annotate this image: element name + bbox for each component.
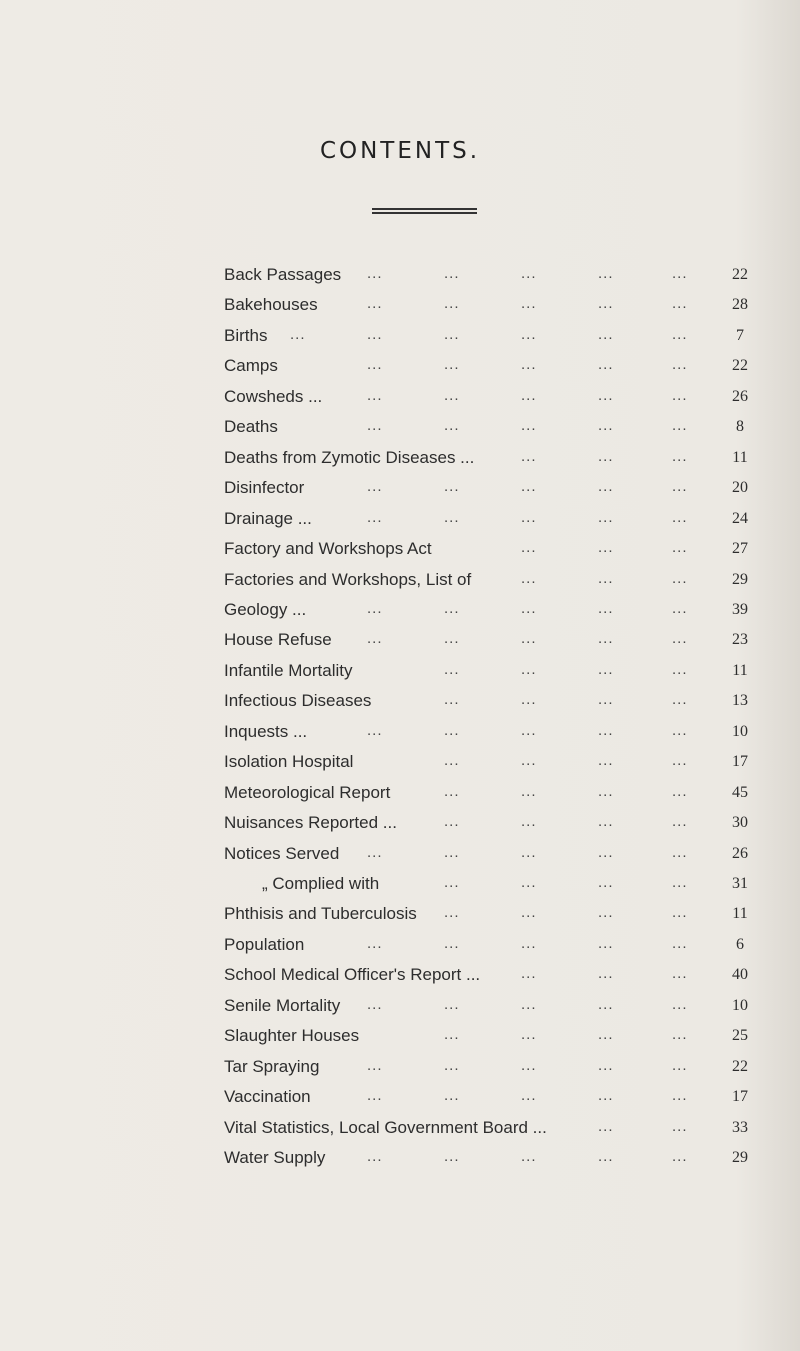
dot-leader: ... — [598, 934, 614, 952]
dot-leader: ... — [598, 1148, 614, 1166]
toc-entry — [0, 386, 800, 416]
toc-entry — [0, 1086, 800, 1116]
dot-leader: ... — [598, 356, 614, 374]
dot-leader: ... — [521, 965, 537, 983]
toc-entry-page-number: 40 — [732, 966, 748, 984]
dot-leader: ... — [521, 1148, 537, 1166]
toc-entry-page-number: 11 — [732, 661, 748, 679]
toc-entry-label: School Medical Officer's Report ... — [224, 965, 481, 985]
dot-leader: ... — [521, 934, 537, 952]
dot-leader: ... — [521, 569, 537, 587]
dot-leader: ... — [444, 265, 460, 282]
dot-leader: ... — [598, 1087, 614, 1105]
toc-entry — [0, 873, 800, 903]
dot-leader: ... — [367, 599, 383, 617]
toc-entry-label: Factories and Workshops, List of — [224, 569, 472, 589]
dot-leader: ... — [521, 691, 537, 709]
dot-leader: ... — [444, 813, 460, 831]
dot-leader: ... — [367, 265, 383, 282]
dot-leader: ... — [598, 539, 614, 557]
dot-leader: ... — [521, 904, 537, 922]
dot-leader: ... — [598, 965, 614, 983]
dot-leader: ... — [672, 265, 688, 282]
toc-entry — [0, 569, 800, 599]
dot-leader: ... — [521, 325, 537, 343]
toc-entry-page-number: 30 — [732, 814, 748, 832]
toc-entry-label: Drainage ... — [224, 508, 312, 528]
toc-entry-page-number: 6 — [736, 935, 744, 953]
toc-entry-page-number: 24 — [732, 509, 748, 527]
dot-leader: ... — [598, 630, 614, 648]
toc-entry-label: Phthisis and Tuberculosis — [224, 904, 417, 924]
dot-leader: ... — [598, 325, 614, 343]
toc-entry-page-number: 7 — [736, 326, 744, 344]
toc-entry-label: Nuisances Reported ... — [224, 813, 397, 833]
toc-entry-label: Infantile Mortality — [224, 660, 353, 680]
toc-entry — [0, 964, 800, 994]
toc-entry — [0, 599, 800, 629]
dot-leader: ... — [521, 447, 537, 465]
dot-leader: ... — [672, 386, 688, 404]
toc-entry-label: Deaths — [224, 417, 278, 437]
toc-entry-page-number: 29 — [732, 1149, 748, 1167]
toc-entry-label: Population — [224, 934, 305, 954]
toc-entry — [0, 1117, 800, 1147]
dot-leader: ... — [444, 325, 460, 343]
toc-entry — [0, 843, 800, 873]
toc-entry-page-number: 33 — [732, 1118, 748, 1136]
dot-leader: ... — [672, 721, 688, 739]
dot-leader: ... — [521, 843, 537, 861]
dot-leader: ... — [672, 1087, 688, 1105]
dot-leader: ... — [672, 1056, 688, 1074]
toc-entry-page-number: 27 — [732, 540, 748, 558]
dot-leader: ... — [444, 1056, 460, 1074]
dot-leader: ... — [367, 356, 383, 374]
dot-leader: ... — [598, 1117, 614, 1135]
toc-entry-page-number: 13 — [732, 692, 748, 710]
dot-leader: ... — [444, 508, 460, 526]
dot-leader: ... — [598, 1056, 614, 1074]
dot-leader: ... — [672, 356, 688, 374]
toc-entry-label: Meteorological Report — [224, 782, 391, 802]
dot-leader: ... — [672, 417, 688, 435]
dot-leader: ... — [672, 1026, 688, 1044]
toc-entry-page-number: 11 — [732, 448, 748, 466]
toc-entry-label: Bakehouses — [224, 295, 318, 315]
dot-leader: ... — [598, 265, 614, 282]
toc-entry — [0, 508, 800, 538]
toc-entry-label: Vaccination — [224, 1087, 311, 1107]
dot-leader: ... — [444, 934, 460, 952]
dot-leader: ... — [598, 1026, 614, 1044]
toc-entry-label: Camps — [224, 356, 278, 376]
dot-leader: ... — [672, 508, 688, 526]
toc-entry — [0, 690, 800, 720]
dot-leader: ... — [444, 478, 460, 496]
toc-entry-page-number: 20 — [732, 479, 748, 497]
toc-entry-label: Tar Spraying — [224, 1056, 320, 1076]
dot-leader: ... — [598, 752, 614, 770]
dot-leader: ... — [598, 386, 614, 404]
dot-leader: ... — [672, 569, 688, 587]
toc-entry-label: Factory and Workshops Act — [224, 539, 432, 559]
dot-leader: ... — [521, 417, 537, 435]
dot-leader: ... — [444, 1087, 460, 1105]
toc-entry-page-number: 17 — [732, 753, 748, 771]
dot-leader: ... — [367, 1056, 383, 1074]
dot-leader: ... — [444, 1148, 460, 1166]
toc-entry-page-number: 22 — [732, 266, 748, 283]
toc-entry-page-number: 29 — [732, 570, 748, 588]
dot-leader: ... — [598, 508, 614, 526]
dot-leader: ... — [444, 1026, 460, 1044]
dot-leader: ... — [598, 660, 614, 678]
dot-leader: ... — [444, 660, 460, 678]
dot-leader: ... — [367, 934, 383, 952]
dot-leader: ... — [598, 295, 614, 313]
dot-leader: ... — [521, 630, 537, 648]
toc-entry — [0, 294, 800, 324]
toc-entry-page-number: 26 — [732, 387, 748, 405]
dot-leader: ... — [521, 752, 537, 770]
dot-leader: ... — [672, 782, 688, 800]
dot-leader: ... — [598, 691, 614, 709]
toc-entry-label: „ Complied with — [262, 874, 380, 893]
toc-entry — [0, 1056, 800, 1086]
toc-entry — [0, 538, 800, 568]
dot-leader: ... — [444, 782, 460, 800]
dot-leader: ... — [598, 904, 614, 922]
dot-leader: ... — [521, 478, 537, 496]
dot-leader: ... — [367, 721, 383, 739]
toc-entry-label: Isolation Hospital — [224, 752, 354, 772]
dot-leader: ... — [367, 1148, 383, 1166]
toc-entry — [0, 721, 800, 751]
dot-leader: ... — [598, 478, 614, 496]
toc-entry-label: Slaughter Houses — [224, 1026, 360, 1046]
dot-leader: ... — [598, 417, 614, 435]
dot-leader: ... — [444, 295, 460, 313]
dot-leader: ... — [672, 478, 688, 496]
toc-entry-page-number: 22 — [732, 357, 748, 375]
dot-leader: ... — [521, 599, 537, 617]
dot-leader: ... — [367, 478, 383, 496]
toc-entry-page-number: 45 — [732, 783, 748, 801]
dot-leader: ... — [521, 1056, 537, 1074]
dot-leader: ... — [598, 874, 614, 891]
toc-entry — [0, 1147, 800, 1177]
dot-leader: ... — [367, 295, 383, 313]
dot-leader: ... — [521, 356, 537, 374]
dot-leader: ... — [521, 660, 537, 678]
toc-entry-label: Infectious Diseases — [224, 691, 372, 711]
toc-entry-label: Disinfector — [224, 478, 305, 498]
dot-leader: ... — [367, 843, 383, 861]
toc-entry — [0, 264, 800, 294]
toc-entry-label: Geology ... — [224, 599, 307, 619]
toc-entry — [0, 355, 800, 385]
dot-leader: ... — [444, 721, 460, 739]
dot-leader: ... — [444, 630, 460, 648]
dot-leader: ... — [672, 691, 688, 709]
dot-leader: ... — [672, 904, 688, 922]
toc-entry — [0, 995, 800, 1025]
toc-entry-page-number: 8 — [736, 418, 744, 436]
dot-leader: ... — [672, 934, 688, 952]
dot-leader: ... — [521, 995, 537, 1013]
dot-leader: ... — [290, 325, 306, 343]
dot-leader: ... — [672, 995, 688, 1013]
toc-entry — [0, 447, 800, 477]
toc-entry-page-number: 23 — [732, 631, 748, 649]
toc-entry-label: Births — [224, 325, 268, 345]
dot-leader: ... — [367, 417, 383, 435]
dot-leader: ... — [672, 295, 688, 313]
toc-entry-label: Deaths from Zymotic Diseases ... — [224, 447, 475, 467]
page-title: CONTENTS. — [319, 138, 481, 164]
dot-leader: ... — [521, 539, 537, 557]
dot-leader: ... — [444, 356, 460, 374]
dot-leader: ... — [672, 843, 688, 861]
dot-leader: ... — [444, 691, 460, 709]
dot-leader: ... — [598, 569, 614, 587]
dot-leader: ... — [367, 1087, 383, 1105]
dot-leader: ... — [672, 599, 688, 617]
dot-leader: ... — [672, 874, 688, 891]
dot-leader: ... — [444, 904, 460, 922]
toc-entry — [0, 934, 800, 964]
dot-leader: ... — [444, 417, 460, 435]
dot-leader: ... — [521, 1087, 537, 1105]
dot-leader: ... — [444, 599, 460, 617]
dot-leader: ... — [598, 447, 614, 465]
toc-entry-page-number: 26 — [732, 844, 748, 862]
toc-entry — [0, 660, 800, 690]
dot-leader: ... — [598, 995, 614, 1013]
dot-leader: ... — [367, 995, 383, 1013]
dot-leader: ... — [444, 386, 460, 404]
dot-leader: ... — [672, 752, 688, 770]
dot-leader: ... — [521, 1026, 537, 1044]
toc-entry-label: Senile Mortality — [224, 995, 341, 1015]
dot-leader: ... — [521, 508, 537, 526]
dot-leader: ... — [672, 1148, 688, 1166]
dot-leader: ... — [672, 630, 688, 648]
toc-entry-page-number: 28 — [732, 296, 748, 314]
dot-leader: ... — [521, 782, 537, 800]
toc-entry-label: Notices Served — [224, 843, 340, 863]
toc-entry-page-number: 11 — [732, 905, 748, 923]
toc-entry — [0, 477, 800, 507]
toc-entry-page-number: 10 — [732, 722, 748, 740]
dot-leader: ... — [367, 630, 383, 648]
dot-leader: ... — [672, 660, 688, 678]
dot-leader: ... — [444, 995, 460, 1013]
dot-leader: ... — [672, 447, 688, 465]
toc-entry-label: Cowsheds ... — [224, 386, 323, 406]
dot-leader: ... — [672, 539, 688, 557]
dot-leader: ... — [444, 752, 460, 770]
toc-entry — [0, 751, 800, 781]
toc-entry — [0, 812, 800, 842]
toc-entry-page-number: 22 — [732, 1057, 748, 1075]
toc-entry-page-number: 17 — [732, 1088, 748, 1106]
toc-entry — [0, 903, 800, 933]
dot-leader: ... — [672, 325, 688, 343]
dot-leader: ... — [521, 721, 537, 739]
toc-entry-label: Back Passages — [224, 265, 342, 284]
toc-entry-label: Inquests ... — [224, 721, 308, 741]
dot-leader: ... — [598, 599, 614, 617]
dot-leader: ... — [521, 295, 537, 313]
dot-leader: ... — [521, 813, 537, 831]
toc-entry — [0, 416, 800, 446]
toc-entry-label: House Refuse — [224, 630, 332, 650]
dot-leader: ... — [367, 386, 383, 404]
dot-leader: ... — [598, 721, 614, 739]
toc-entry-page-number: 31 — [732, 875, 748, 892]
dot-leader: ... — [672, 1117, 688, 1135]
dot-leader: ... — [672, 965, 688, 983]
toc-entry — [0, 629, 800, 659]
toc-entry-label: Water Supply — [224, 1148, 326, 1168]
toc-entry-page-number: 10 — [732, 996, 748, 1014]
dot-leader: ... — [367, 508, 383, 526]
dot-leader: ... — [444, 843, 460, 861]
toc-entry-page-number: 25 — [732, 1027, 748, 1045]
dot-leader: ... — [598, 843, 614, 861]
toc-entry — [0, 1025, 800, 1055]
toc-entry — [0, 325, 800, 355]
toc-entry — [0, 782, 800, 812]
dot-leader: ... — [598, 782, 614, 800]
dot-leader: ... — [521, 874, 537, 891]
dot-leader: ... — [521, 265, 537, 282]
toc-entry-page-number: 39 — [732, 600, 748, 618]
dot-leader: ... — [444, 874, 460, 891]
dot-leader: ... — [598, 813, 614, 831]
dot-leader: ... — [521, 386, 537, 404]
dot-leader: ... — [367, 325, 383, 343]
dot-leader: ... — [672, 813, 688, 831]
toc-entry-label: Vital Statistics, Local Government Board ... — [224, 1117, 547, 1137]
